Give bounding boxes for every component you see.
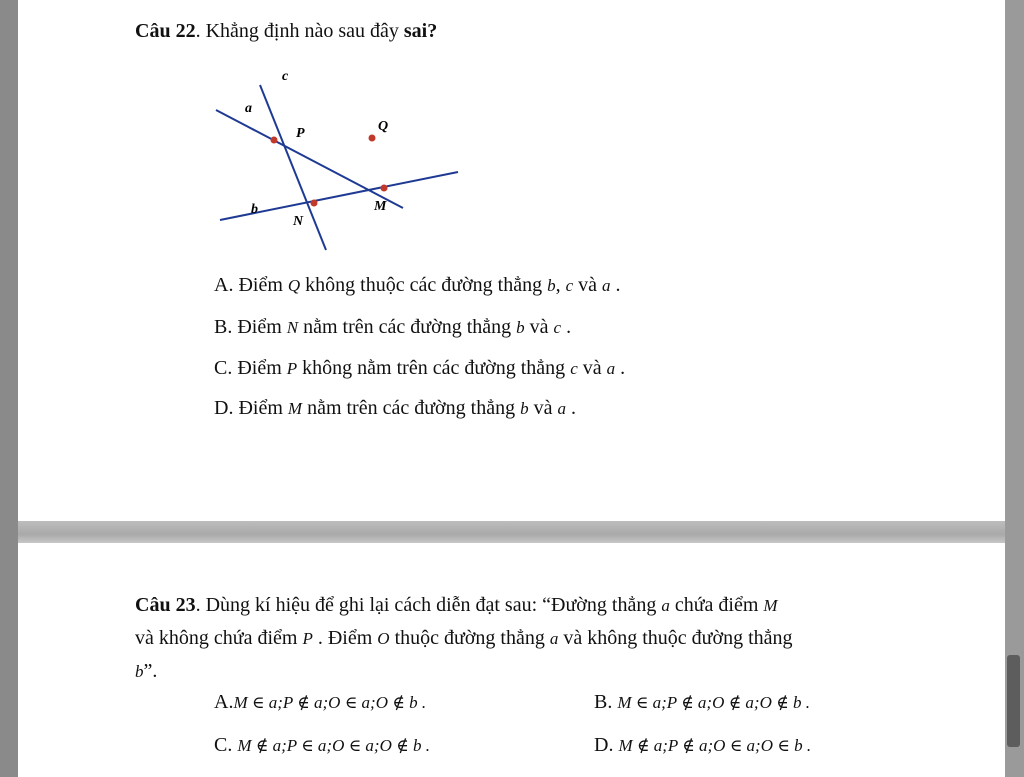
q23-option-d[interactable]: D. M ∉ a;P ∉ a;O ∈ a;O ∈ b . [594, 734, 812, 756]
document-page-1 [18, 0, 1005, 521]
q22-option-d[interactable]: D. Điểm M nằm trên các đường thẳng b và a . [214, 397, 576, 419]
line-a [216, 110, 403, 208]
question-23-line-2: và không chứa điểm P . Điểm O thuộc đường thẳng a và không thuộc đường thẳng [135, 627, 793, 649]
point-p [271, 137, 278, 144]
label-m: M [374, 199, 387, 214]
question-22-label: Câu 22 [135, 20, 196, 42]
label-n: N [293, 214, 304, 229]
label-b: b [251, 202, 258, 217]
q23-option-a[interactable]: A.M ∈ a;P ∉ a;O ∈ a;O ∉ b . [214, 691, 427, 713]
question-23-line-1: Câu 23. Dùng kí hiệu để ghi lại cách diễn đạt sau: “Đường thẳng a chứa điểm M [135, 594, 778, 616]
q22-option-b[interactable]: B. Điểm N nằm trên các đường thẳng b và c . [214, 316, 572, 338]
q23-option-c[interactable]: C. M ∉ a;P ∈ a;O ∈ a;O ∉ b . [214, 734, 430, 756]
q22-option-c[interactable]: C. Điểm P không nằm trên các đường thẳng c và a . [214, 357, 626, 379]
question-22-text: . Khẳng định nào sau đây [195, 20, 404, 42]
label-c: c [282, 69, 289, 84]
document-page-2 [18, 543, 1005, 777]
question-22-emphasis: sai? [403, 20, 438, 42]
question-23-line-3: b”. [135, 660, 158, 682]
q22-option-a[interactable]: A. Điểm Q không thuộc các đường thẳng b, c và a . [214, 274, 621, 296]
label-q: Q [378, 119, 389, 134]
point-q [369, 135, 376, 142]
point-m [381, 185, 388, 192]
left-window-edge [0, 0, 18, 777]
label-p: P [296, 126, 305, 141]
geometry-figure [208, 60, 468, 260]
question-22-title [135, 18, 437, 44]
question-23-label: Câu 23 [135, 594, 196, 616]
scrollbar-thumb[interactable] [1007, 655, 1020, 747]
question-23-text [135, 589, 905, 688]
q23-option-b[interactable]: B. M ∈ a;P ∉ a;O ∉ a;O ∉ b . [594, 691, 810, 713]
point-n [311, 200, 318, 207]
page-separator [18, 521, 1005, 543]
label-a: a [245, 101, 252, 116]
